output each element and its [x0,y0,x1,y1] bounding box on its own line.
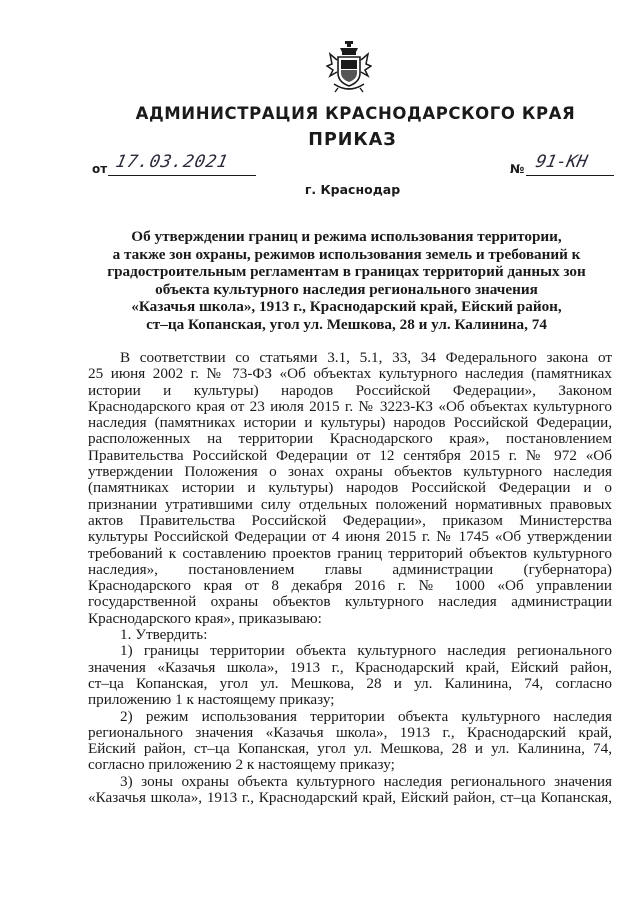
title-line: «Казачья школа», 1913 г., Краснодарский край, Ейский район, [131,298,562,316]
body-line: 1. Утвердить: [120,626,208,644]
handwritten-date: 17.03.2021 [113,152,231,172]
body-line: культуры Российской Федерации от 4 июня 2015 г. № 1745 «Об утверждении [88,528,612,546]
body-line: Краснодарского края», приказываю: [88,609,322,627]
body-line: согласно приложению 2 к настоящему приказу; [88,756,395,774]
title-line: а также зон охраны, режимов использования земель и требований к [112,245,581,263]
document-type: ПРИКАЗ [308,130,397,150]
body-line: Ейский район, ст–ца Копанская, угол ул. Мешкова, 28 и ул. Калинина, 74, [88,740,612,758]
body-line: Правительства Российской Федерации от 12 сентября 2015 г. № 972 «Об [88,446,612,464]
document-body [88,350,612,806]
body-line: В соответствии со статьями 3.1, 5.1, 33, 34 Федерального закона от [120,349,612,366]
number-label: № [510,162,525,176]
body-line: государственной охраны объектов культурного наследия администрации [88,593,612,611]
title-line: объекта культурного наследия регионального значения [155,280,538,298]
document-title [84,228,609,334]
body-line: Краснодарского края от 8 декабря 2016 г. № 1000 «Об управлении [88,577,612,595]
body-line: расположенных на территории Краснодарского края», постановлением [88,430,612,448]
number-underline [526,175,614,176]
body-line: 2) режим использования территории объекта культурного наследия [120,707,612,725]
title-line: Об утверждении границ и режима использования территории, [131,228,562,245]
body-line: требований к составлению проектов границ территорий объектов культурного [88,544,612,562]
body-line: ст–ца Копанская, угол ул. Мешкова, 28 и ул. Калинина, 74, согласно [88,674,612,692]
body-line: «Казачья школа», 1913 г., Краснодарский край, Ейский район, ст–ца Копанская, [88,789,612,807]
title-line: ст–ца Копанская, угол ул. Мешкова, 28 и ул. Калинина, 74 [146,315,547,333]
coat-of-arms-emblem-icon [326,40,372,94]
body-line: Краснодарского края от 23 июля 2015 г. № 3223-КЗ «Об объектах культурного [88,397,612,415]
body-line: истории и культуры) народов Российской Федерации», Законом [88,381,612,399]
body-line: (памятниках истории и культуры) народов Российской Федерации и о [88,479,612,497]
body-line: наследия», постановлением главы администрации (губернатора) [88,560,612,578]
date-label: от [92,162,108,176]
body-line: 3) зоны охраны объекта культурного наследия регионального значения [120,772,612,790]
body-line: признании утратившими силу отдельных положений нормативных правовых [88,495,612,513]
date-underline [108,175,256,176]
organization-name: АДМИНИСТРАЦИЯ КРАСНОДАРСКОГО КРАЯ [135,104,576,123]
body-line: актов Правительства Российской Федерации», приказом Министерства [88,511,612,529]
body-line: значения «Казачья школа», 1913 г., Краснодарский край, Ейский район, [88,658,612,676]
body-line: приложению 1 к настоящему приказу; [88,691,335,709]
body-line: 1) границы территории объекта культурного наследия регионального [120,642,612,660]
title-line: градостроительным регламентам в границах территорий данных зон [107,263,586,281]
city-name: г. Краснодар [304,182,401,197]
body-line: регионального значения «Казачья школа», 1913 г., Краснодарский край, [88,723,612,741]
body-line: утверждении Положения о зонах охраны объектов культурного наследия [88,463,612,481]
body-line: наследия (памятниках истории и культуры) народов Российской Федерации, [88,414,612,432]
handwritten-number: 91-КН [533,152,590,172]
body-line: 25 июня 2002 г. № 73-ФЗ «Об объектах культурного наследия (памятниках [88,365,612,383]
